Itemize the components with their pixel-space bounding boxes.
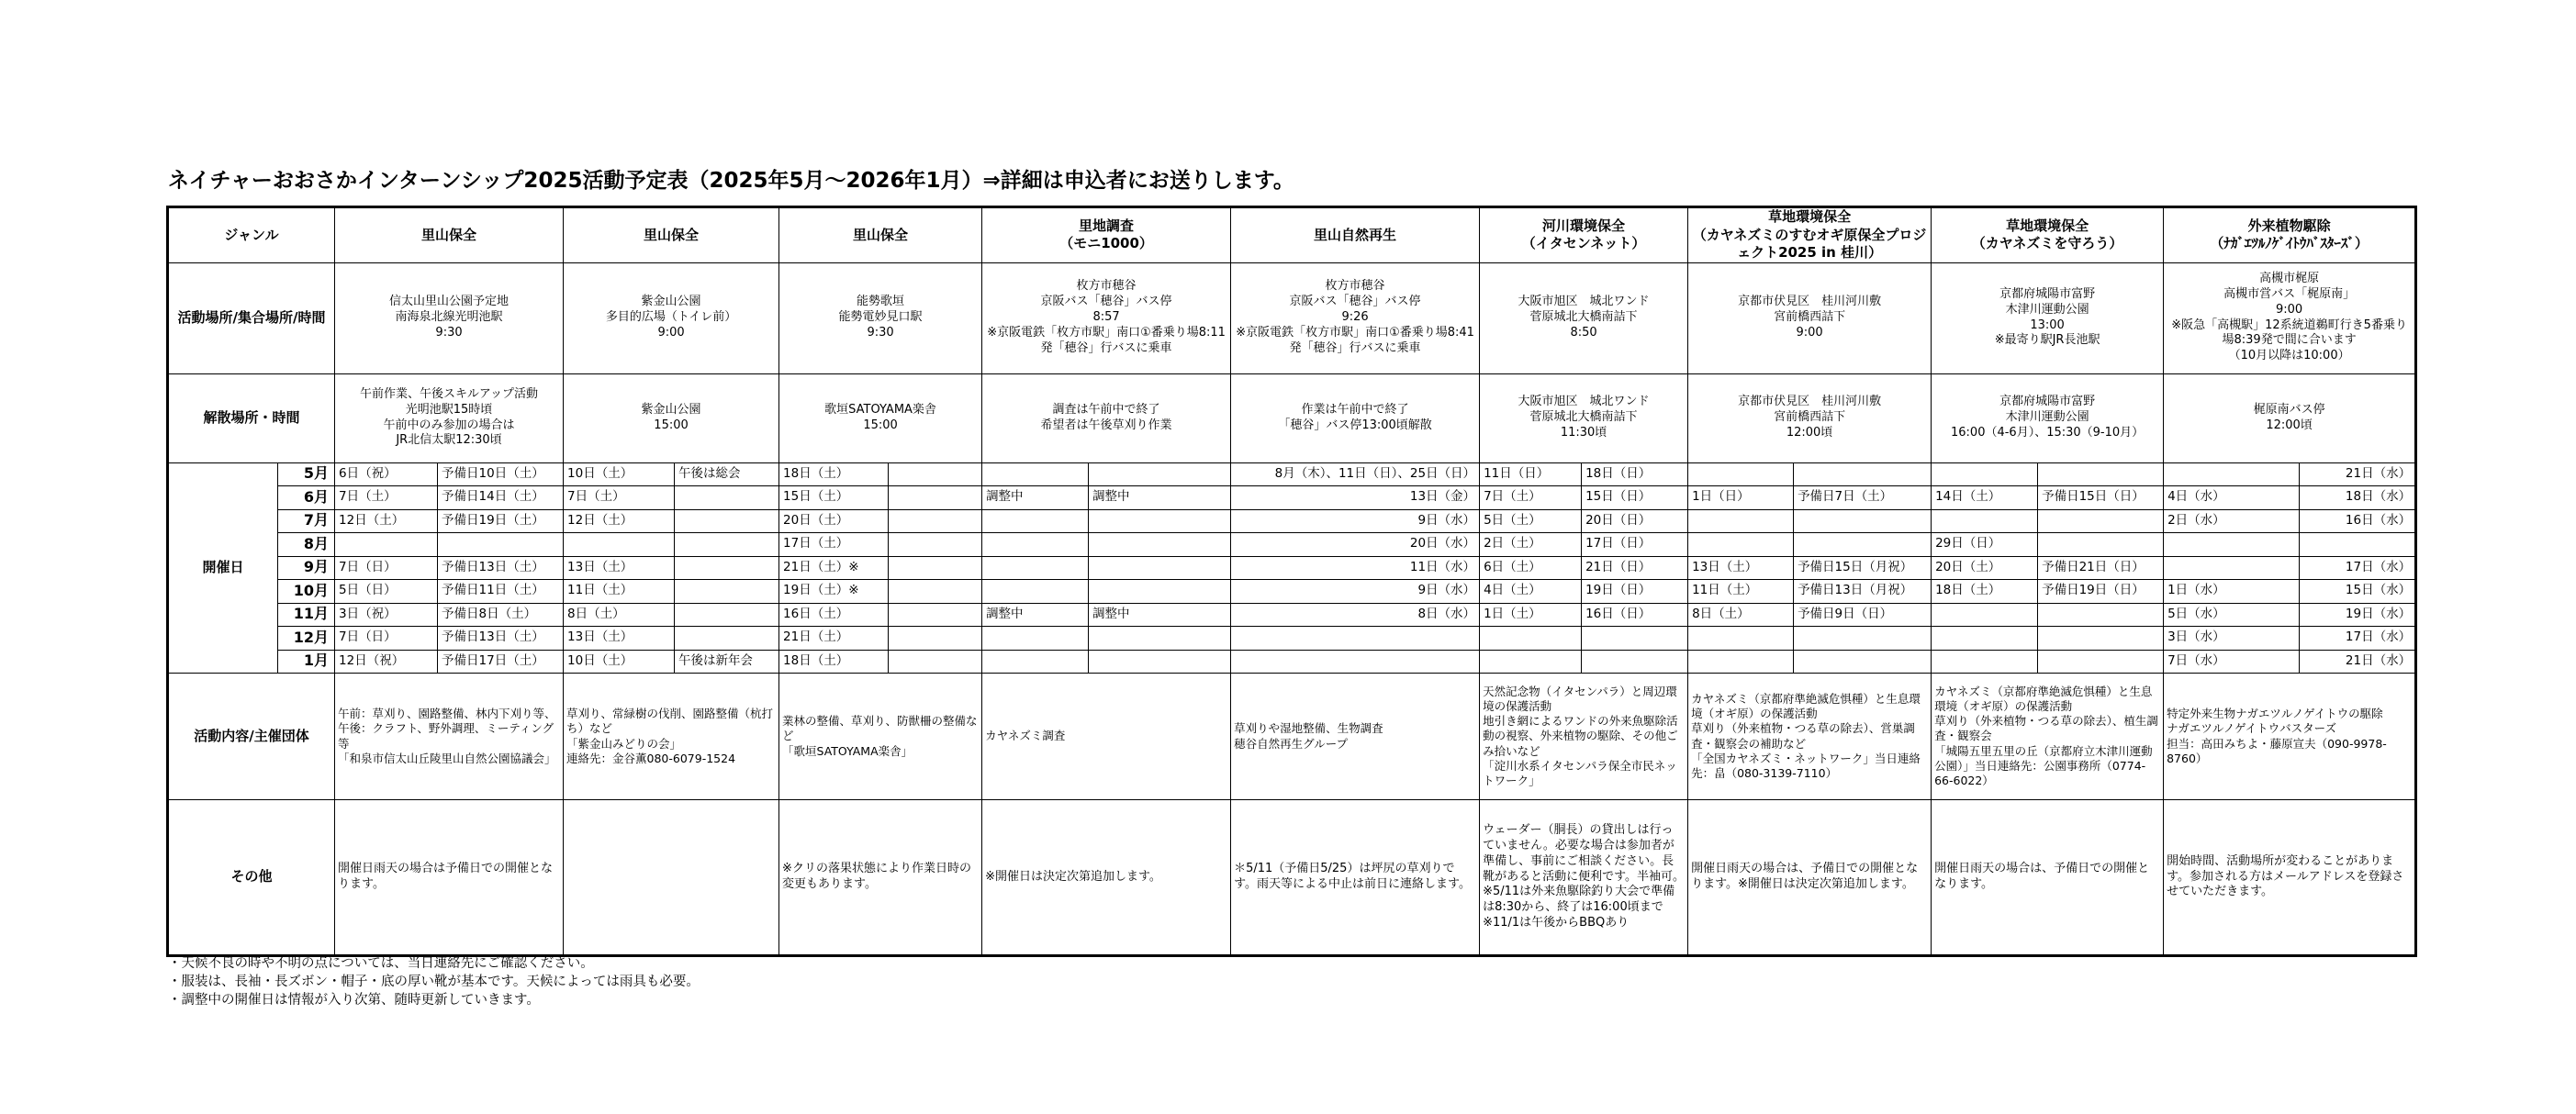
schedule-date-cell bbox=[1089, 580, 1231, 604]
schedule-date-cell: 18日（土） bbox=[779, 462, 889, 486]
schedule-date-cell: 17日（水） bbox=[2300, 627, 2416, 651]
schedule-date-cell: 11日（日） bbox=[1480, 462, 1582, 486]
schedule-date-cell: 午後は総会 bbox=[675, 462, 779, 486]
schedule-date-cell: 3日（水） bbox=[2164, 627, 2300, 651]
schedule-table bbox=[166, 206, 2417, 957]
schedule-date-cell bbox=[675, 603, 779, 627]
schedule-date-cell bbox=[564, 533, 675, 557]
schedule-date-cell: 15日（土） bbox=[779, 486, 889, 510]
schedule-date-cell: 予備日11日（土） bbox=[438, 580, 564, 604]
schedule-date-cell: 予備日15日（日） bbox=[2038, 486, 2164, 510]
genre-header: 里山自然再生 bbox=[1231, 207, 1480, 263]
month-label: 10月 bbox=[278, 580, 335, 604]
schedule-date-cell bbox=[889, 462, 982, 486]
schedule-date-cell: 21日（日） bbox=[1582, 556, 1688, 580]
footnotes bbox=[168, 954, 700, 1009]
schedule-date-cell bbox=[1688, 533, 1794, 557]
schedule-date-cell bbox=[2164, 533, 2300, 557]
schedule-date-cell bbox=[2164, 462, 2300, 486]
schedule-date-cell: 16日（日） bbox=[1582, 603, 1688, 627]
schedule-date-cell: 10日（土） bbox=[564, 650, 675, 674]
schedule-date-cell bbox=[889, 627, 982, 651]
schedule-date-cell bbox=[2164, 556, 2300, 580]
schedule-date-cell bbox=[1932, 627, 2038, 651]
schedule-date-cell: 予備日7日（土） bbox=[1794, 486, 1932, 510]
schedule-date-cell: 1日（土） bbox=[1480, 603, 1582, 627]
month-label: 7月 bbox=[278, 509, 335, 533]
schedule-date-cell bbox=[1089, 650, 1231, 674]
schedule-date-cell: 予備日13日（月祝） bbox=[1794, 580, 1932, 604]
activity-content-cell: 草刈りや湿地整備、生物調査 穂谷自然再生グループ bbox=[1231, 674, 1480, 800]
dismissal-cell: 紫金山公園 15:00 bbox=[564, 373, 779, 462]
schedule-date-cell: 21日（水） bbox=[2300, 462, 2416, 486]
dismissal-cell: 歌垣SATOYAMA楽舎 15:00 bbox=[779, 373, 982, 462]
meeting-place-cell: 信太山里山公園予定地 南海泉北線光明池駅 9:30 bbox=[335, 262, 564, 373]
schedule-date-cell bbox=[889, 650, 982, 674]
footnote: ・天候不良の時や不明の点については、当日連絡先にご確認ください。 bbox=[168, 956, 594, 971]
dismissal-cell: 京都府城陽市富野 木津川運動公園 16:00（4-6月）、15:30（9-10月） bbox=[1932, 373, 2164, 462]
row-label-other: その他 bbox=[168, 800, 335, 956]
dismissal-cell: 調査は午前中で終了 希望者は午後草刈り作業 bbox=[982, 373, 1231, 462]
schedule-date-cell: 20日（土） bbox=[1932, 556, 2038, 580]
schedule-date-cell: 21日（水） bbox=[2300, 650, 2416, 674]
meeting-place-cell: 紫金山公園 多目的広場（トイレ前） 9:00 bbox=[564, 262, 779, 373]
month-label: 6月 bbox=[278, 486, 335, 510]
schedule-date-cell: 13日（土） bbox=[1688, 556, 1794, 580]
schedule-date-cell: 予備日17日（土） bbox=[438, 650, 564, 674]
schedule-date-cell: 13日（土） bbox=[564, 556, 675, 580]
schedule-date-cell bbox=[1794, 533, 1932, 557]
schedule-date-cell bbox=[1688, 509, 1794, 533]
schedule-date-cell: 9日（水） bbox=[1231, 580, 1480, 604]
schedule-date-cell bbox=[1089, 462, 1231, 486]
schedule-date-cell bbox=[1688, 650, 1794, 674]
schedule-date-cell bbox=[1089, 627, 1231, 651]
schedule-date-cell: 21日（土） bbox=[779, 627, 889, 651]
schedule-date-cell bbox=[1794, 509, 1932, 533]
schedule-date-cell bbox=[982, 580, 1089, 604]
schedule-date-cell: 調整中 bbox=[1089, 486, 1231, 510]
other-notes-cell: 開催日雨天の場合は予備日での開催となります。 bbox=[335, 800, 564, 956]
schedule-date-cell bbox=[2038, 462, 2164, 486]
schedule-date-cell bbox=[1231, 650, 1480, 674]
activity-content-cell: 業林の整備、草刈り、防獣柵の整備など 「歌垣SATOYAMA楽舎」 bbox=[779, 674, 982, 800]
schedule-date-cell bbox=[675, 627, 779, 651]
schedule-date-cell: 6日（祝） bbox=[335, 462, 438, 486]
schedule-date-cell bbox=[889, 533, 982, 557]
schedule-date-cell: 予備日14日（土） bbox=[438, 486, 564, 510]
schedule-date-cell bbox=[675, 533, 779, 557]
row-label-content: 活動内容/主催団体 bbox=[168, 674, 335, 800]
schedule-date-cell: 5日（日） bbox=[335, 580, 438, 604]
genre-header: 里山保全 bbox=[335, 207, 564, 263]
schedule-date-cell bbox=[675, 486, 779, 510]
schedule-date-cell: 18日（水） bbox=[2300, 486, 2416, 510]
genre-header: 里地調査 （モニ1000） bbox=[982, 207, 1231, 263]
other-notes-cell: ＊5/11（予備日5/25）は坪尻の草刈りです。雨天等による中止は前日に連絡します。 bbox=[1231, 800, 1480, 956]
schedule-date-cell bbox=[982, 627, 1089, 651]
schedule-date-cell: 8日（土） bbox=[564, 603, 675, 627]
schedule-date-cell bbox=[1231, 627, 1480, 651]
schedule-date-cell bbox=[982, 533, 1089, 557]
dismissal-cell: 作業は午前中で終了 「穂谷」バス停13:00頃解散 bbox=[1231, 373, 1480, 462]
schedule-date-cell: 12日（土） bbox=[564, 509, 675, 533]
schedule-date-cell: 17日（水） bbox=[2300, 556, 2416, 580]
schedule-date-cell: 29日（日） bbox=[1932, 533, 2038, 557]
schedule-date-cell: 調整中 bbox=[982, 486, 1089, 510]
dismissal-cell: 午前作業、午後スキルアップ活動 光明池駅15時頃 午前中のみ参加の場合は JR北信太駅12:30頃 bbox=[335, 373, 564, 462]
schedule-date-cell: 19日（日） bbox=[1582, 580, 1688, 604]
schedule-date-cell: 7日（水） bbox=[2164, 650, 2300, 674]
schedule-date-cell: 16日（土） bbox=[779, 603, 889, 627]
schedule-date-cell: 20日（土） bbox=[779, 509, 889, 533]
other-notes-cell: ※クリの落果状態により作業日時の変更もあります。 bbox=[779, 800, 982, 956]
schedule-date-cell: 予備日10日（土） bbox=[438, 462, 564, 486]
schedule-date-cell: 予備日13日（土） bbox=[438, 627, 564, 651]
schedule-date-cell bbox=[2038, 533, 2164, 557]
schedule-date-cell bbox=[2038, 650, 2164, 674]
schedule-date-cell bbox=[982, 509, 1089, 533]
row-label-place: 活動場所/集合場所/時間 bbox=[168, 262, 335, 373]
schedule-date-cell bbox=[889, 603, 982, 627]
schedule-date-cell: 17日（日） bbox=[1582, 533, 1688, 557]
schedule-date-cell bbox=[438, 533, 564, 557]
schedule-date-cell: 12日（土） bbox=[335, 509, 438, 533]
schedule-date-cell: 7日（土） bbox=[1480, 486, 1582, 510]
dismissal-cell: 京都市伏見区 桂川河川敷 宮前橋西詰下 12:00頃 bbox=[1688, 373, 1932, 462]
activity-content-cell: 午前：草刈り、園路整備、林内下刈り等、午後：クラフト、野外調理、ミーティング等 「和泉市信太山丘陵里山自然公園協議会」 bbox=[335, 674, 564, 800]
schedule-date-cell bbox=[2038, 627, 2164, 651]
genre-header: 里山保全 bbox=[779, 207, 982, 263]
schedule-date-cell: 8日（土） bbox=[1688, 603, 1794, 627]
row-label-genre: ジャンル bbox=[168, 207, 335, 263]
activity-content-cell: 天然記念物（イタセンパラ）と周辺環境の保護活動 地引き網によるワンドの外来魚駆除活動の視察、外来植物の駆除、その他ごみ拾いなど 「淀川水系イタセンパラ保全市民ネットワーク」 bbox=[1480, 674, 1688, 800]
schedule-date-cell bbox=[1089, 509, 1231, 533]
schedule-date-cell: 7日（日） bbox=[335, 627, 438, 651]
schedule-date-cell: 3日（祝） bbox=[335, 603, 438, 627]
page-title: ネイチャーおおさかインターンシップ2025活動予定表（2025年5月～2026年1月）⇒詳細は申込者にお送りします。 bbox=[168, 169, 1294, 193]
schedule-date-cell: 13日（土） bbox=[564, 627, 675, 651]
schedule-date-cell bbox=[1932, 603, 2038, 627]
schedule-date-cell bbox=[1932, 509, 2038, 533]
schedule-date-cell bbox=[1932, 462, 2038, 486]
schedule-date-cell: 5日（土） bbox=[1480, 509, 1582, 533]
activity-content-cell: 草刈り、常緑樹の伐削、園路整備（杭打ち）など 「紫金山みどりの会」 連絡先：金谷薫080-6079-1524 bbox=[564, 674, 779, 800]
activity-content-cell: 特定外来生物ナガエツルノゲイトウの駆除 ナガエツルノゲイトウバスターズ 担当：高田みちよ・藤原宣夫（090-9978-8760） bbox=[2164, 674, 2416, 800]
schedule-date-cell: 1日（日） bbox=[1688, 486, 1794, 510]
other-notes-cell: ウェーダー（胴長）の貸出しは行っていません。必要な場合は参加者が準備し、事前にご相談ください。長靴があると活動に便利です。半袖可。 ※5/11は外来魚駆除釣り大会で準備は8:30から、終了は16:00頃まで ※11/1は午後からBBQあり bbox=[1480, 800, 1688, 956]
schedule-date-cell: 12日（祝） bbox=[335, 650, 438, 674]
meeting-place-cell: 京都市伏見区 桂川河川敷 宮前橋西詰下 9:00 bbox=[1688, 262, 1932, 373]
schedule-date-cell: 調整中 bbox=[1089, 603, 1231, 627]
schedule-date-cell bbox=[1480, 627, 1582, 651]
schedule-date-cell: 7日（日） bbox=[335, 556, 438, 580]
schedule-date-cell: 午後は新年会 bbox=[675, 650, 779, 674]
schedule-date-cell bbox=[1794, 462, 1932, 486]
schedule-date-cell: 18日（土） bbox=[1932, 580, 2038, 604]
schedule-date-cell: 予備日19日（土） bbox=[438, 509, 564, 533]
genre-header: 草地環境保全 （カヤネズミを守ろう） bbox=[1932, 207, 2164, 263]
schedule-date-cell bbox=[2300, 533, 2416, 557]
schedule-date-cell: 20日（水） bbox=[1231, 533, 1480, 557]
month-label: 12月 bbox=[278, 627, 335, 651]
schedule-date-cell: 予備日19日（日） bbox=[2038, 580, 2164, 604]
row-label-dismiss: 解散場所・時間 bbox=[168, 373, 335, 462]
schedule-date-cell bbox=[335, 533, 438, 557]
schedule-date-cell: 2日（土） bbox=[1480, 533, 1582, 557]
other-notes-cell: ※開催日は決定次第追加します。 bbox=[982, 800, 1231, 956]
footnote: ・調整中の開催日は情報が入り次第、随時更新していきます。 bbox=[168, 993, 540, 1008]
schedule-date-cell: 19日（土）※ bbox=[779, 580, 889, 604]
meeting-place-cell: 枚方市穂谷 京阪バス「穂谷」バス停 9:26 ※京阪電鉄「枚方市駅」南口①番乗り場8:41発「穂谷」行バスに乗車 bbox=[1231, 262, 1480, 373]
footnote: ・服装は、長袖・長ズボン・帽子・底の厚い靴が基本です。天候によっては雨具も必要。 bbox=[168, 975, 700, 989]
schedule-date-cell: 16日（水） bbox=[2300, 509, 2416, 533]
schedule-date-cell bbox=[1480, 650, 1582, 674]
schedule-date-cell: 11日（土） bbox=[1688, 580, 1794, 604]
schedule-date-cell bbox=[1688, 627, 1794, 651]
schedule-date-cell bbox=[1582, 627, 1688, 651]
genre-header: 河川環境保全 （イタセンネット） bbox=[1480, 207, 1688, 263]
schedule-date-cell bbox=[1688, 462, 1794, 486]
schedule-date-cell bbox=[889, 580, 982, 604]
schedule-date-cell: 15日（水） bbox=[2300, 580, 2416, 604]
other-notes-cell: 開催日雨天の場合は、予備日での開催となります。※開催日は決定次第追加します。 bbox=[1688, 800, 1932, 956]
genre-header: 里山保全 bbox=[564, 207, 779, 263]
schedule-date-cell: 10日（土） bbox=[564, 462, 675, 486]
schedule-date-cell: 6日（土） bbox=[1480, 556, 1582, 580]
schedule-date-cell: 17日（土） bbox=[779, 533, 889, 557]
schedule-date-cell bbox=[675, 556, 779, 580]
schedule-date-cell: 予備日9日（日） bbox=[1794, 603, 1932, 627]
schedule-date-cell: 8月（木）、11日（日）、25日（日） bbox=[1231, 462, 1480, 486]
meeting-place-cell: 大阪市旭区 城北ワンド 菅原城北大橋南詰下 8:50 bbox=[1480, 262, 1688, 373]
activity-content-cell: カヤネズミ調査 bbox=[982, 674, 1231, 800]
meeting-place-cell: 高槻市梶原 高槻市営バス「梶原南」 9:00 ※阪急「高槻駅」12系統道鵜町行き5番乗り場8:39発で間に合います （10月以降は10:00） bbox=[2164, 262, 2416, 373]
schedule-date-cell: 11日（水） bbox=[1231, 556, 1480, 580]
schedule-date-cell: 13日（金） bbox=[1231, 486, 1480, 510]
schedule-date-cell: 21日（土）※ bbox=[779, 556, 889, 580]
schedule-date-cell: 1日（水） bbox=[2164, 580, 2300, 604]
schedule-date-cell: 18日（日） bbox=[1582, 462, 1688, 486]
meeting-place-cell: 枚方市穂谷 京阪バス「穂谷」バス停 8:57 ※京阪電鉄「枚方市駅」南口①番乗り場8:11発「穂谷」行バスに乗車 bbox=[982, 262, 1231, 373]
month-label: 1月 bbox=[278, 650, 335, 674]
schedule-date-cell bbox=[2038, 509, 2164, 533]
meeting-place-cell: 能勢歌垣 能勢電妙見口駅 9:30 bbox=[779, 262, 982, 373]
schedule-date-cell bbox=[1582, 650, 1688, 674]
schedule-date-cell: 4日（土） bbox=[1480, 580, 1582, 604]
month-label: 9月 bbox=[278, 556, 335, 580]
schedule-date-cell: 予備日15日（月祝） bbox=[1794, 556, 1932, 580]
schedule-date-cell: 20日（日） bbox=[1582, 509, 1688, 533]
schedule-date-cell bbox=[1089, 533, 1231, 557]
schedule-date-cell: 7日（土） bbox=[564, 486, 675, 510]
other-notes-cell: 開始時間、活動場所が変わることがあります。参加される方はメールアドレスを登録させていただきます。 bbox=[2164, 800, 2416, 956]
schedule-date-cell bbox=[982, 462, 1089, 486]
dismissal-cell: 大阪市旭区 城北ワンド 菅原城北大橋南詰下 11:30頃 bbox=[1480, 373, 1688, 462]
schedule-date-cell: 15日（日） bbox=[1582, 486, 1688, 510]
schedule-date-cell: 予備日13日（土） bbox=[438, 556, 564, 580]
schedule-date-cell bbox=[889, 509, 982, 533]
genre-header: 外来植物駆除 （ﾅｶﾞｴﾂﾙﾉｹﾞｲﾄｳﾊﾞｽﾀｰｽﾞ） bbox=[2164, 207, 2416, 263]
schedule-date-cell: 9日（水） bbox=[1231, 509, 1480, 533]
schedule-date-cell: 8日（水） bbox=[1231, 603, 1480, 627]
schedule-date-cell bbox=[982, 556, 1089, 580]
schedule-date-cell: 7日（土） bbox=[335, 486, 438, 510]
schedule-date-cell bbox=[1794, 627, 1932, 651]
month-label: 11月 bbox=[278, 603, 335, 627]
other-notes-cell bbox=[564, 800, 779, 956]
dismissal-cell: 梶原南バス停 12:00頃 bbox=[2164, 373, 2416, 462]
schedule-date-cell bbox=[675, 580, 779, 604]
schedule-date-cell: 調整中 bbox=[982, 603, 1089, 627]
schedule-date-cell: 予備日8日（土） bbox=[438, 603, 564, 627]
schedule-date-cell: 予備日21日（日） bbox=[2038, 556, 2164, 580]
month-label: 5月 bbox=[278, 462, 335, 486]
schedule-date-cell: 14日（土） bbox=[1932, 486, 2038, 510]
schedule-date-cell bbox=[2038, 603, 2164, 627]
schedule-date-cell: 4日（水） bbox=[2164, 486, 2300, 510]
schedule-date-cell bbox=[1932, 650, 2038, 674]
schedule-date-cell bbox=[675, 509, 779, 533]
schedule-date-cell: 2日（水） bbox=[2164, 509, 2300, 533]
schedule-date-cell: 11日（土） bbox=[564, 580, 675, 604]
genre-header: 草地環境保全 （カヤネズミのすむオギ原保全プロジェクト2025 in 桂川） bbox=[1688, 207, 1932, 263]
schedule-date-cell bbox=[1089, 556, 1231, 580]
activity-content-cell: カヤネズミ（京都府準絶滅危惧種）と生息環境（オギ原）の保護活動 草刈り（外来植物・つる草の除去）、植生調査・観察会 「城陽五里五里の丘（京都府立木津川運動公園）」当日連絡先：公園事務所（0774-66-6022） bbox=[1932, 674, 2164, 800]
schedule-date-cell bbox=[982, 650, 1089, 674]
row-label-dates: 開催日 bbox=[168, 462, 278, 674]
schedule-date-cell bbox=[1794, 650, 1932, 674]
schedule-date-cell bbox=[889, 556, 982, 580]
schedule-date-cell: 5日（水） bbox=[2164, 603, 2300, 627]
other-notes-cell: 開催日雨天の場合は、予備日での開催となります。 bbox=[1932, 800, 2164, 956]
month-label: 8月 bbox=[278, 533, 335, 557]
meeting-place-cell: 京都府城陽市富野 木津川運動公園 13:00 ※最寄り駅JR長池駅 bbox=[1932, 262, 2164, 373]
activity-content-cell: カヤネズミ（京都府準絶滅危惧種）と生息環境（オギ原）の保護活動 草刈り（外来植物・つる草の除去）、営巣調査・観察会の補助など 「全国カヤネズミ・ネットワーク」当日連絡先：畠（080-3139-7110） bbox=[1688, 674, 1932, 800]
schedule-date-cell bbox=[889, 486, 982, 510]
schedule-date-cell: 18日（土） bbox=[779, 650, 889, 674]
schedule-date-cell: 19日（水） bbox=[2300, 603, 2416, 627]
